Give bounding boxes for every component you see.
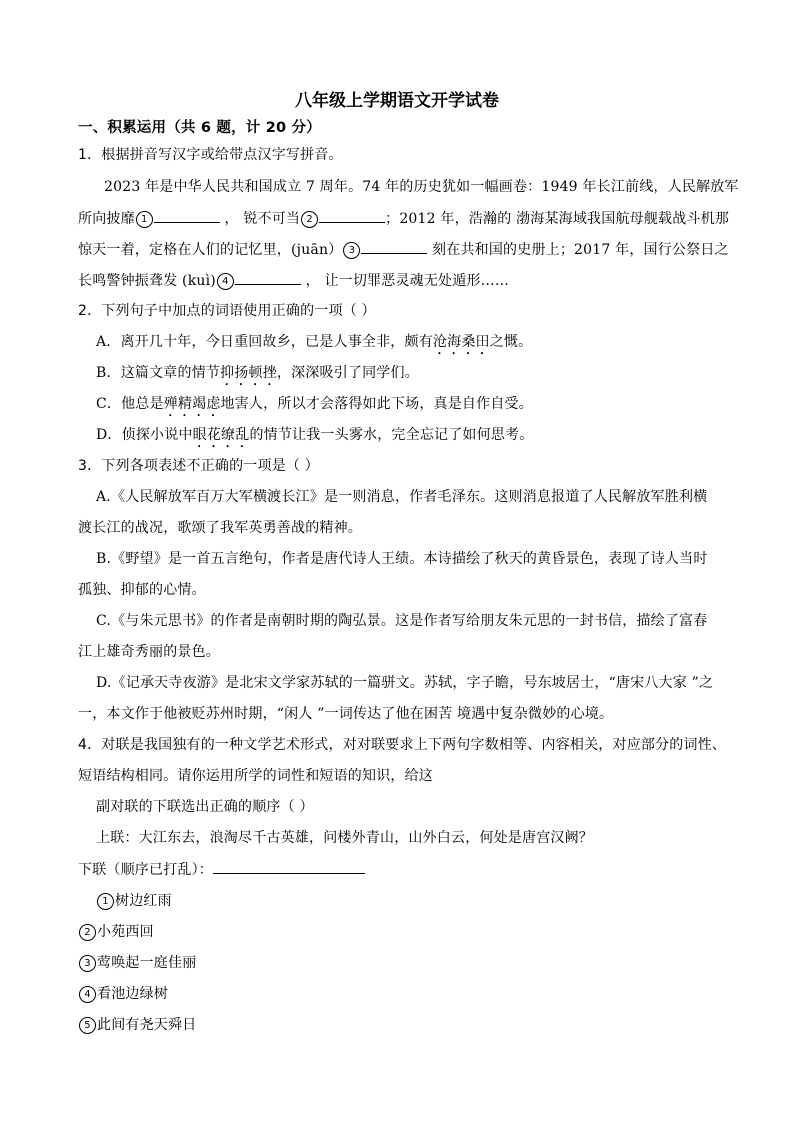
- question-4-stem-line-2: 短语结构相同。请你运用所学的词性和短语的知识，给这: [78, 768, 433, 784]
- couplet-fragment: [96, 891, 172, 911]
- fragment-number: 1: [97, 893, 114, 910]
- blank-number-2: 2: [301, 211, 318, 228]
- question-2-option-a[interactable]: [96, 332, 532, 358]
- fragment-text: 此间有尧天舜日: [97, 1017, 197, 1033]
- fragment-number: 2: [79, 924, 96, 941]
- question-3-option-c-cont: 江上雄奇秀丽的景色。: [78, 644, 220, 660]
- answer-blank-3[interactable]: [361, 239, 427, 254]
- couplet-fragment: [78, 953, 196, 973]
- upper-couplet: 上联：大江东去，浪淘尽千古英雄，问楼外青山，山外白云，何处是唐宫汉阙？: [96, 830, 593, 846]
- question-3-option-b-cont: 孤独、抑郁的心情。: [78, 582, 206, 598]
- option-text: D．侦探小说中: [96, 427, 193, 443]
- section-heading: 一、积累运用（共 6 题，计 20 分）: [78, 120, 321, 136]
- question-1-text: ；2012 年，浩瀚的 渤海某海域我国航母舰载战斗机那: [385, 211, 730, 227]
- question-3-stem: 3．下列各项表述不正确的一项是（ ）: [78, 458, 319, 474]
- option-text: 地害人，所以才会落得如此下场，真是自作自受。: [220, 396, 533, 412]
- fragment-number: 5: [79, 1017, 96, 1034]
- fragment-number: 4: [79, 986, 96, 1003]
- question-3-option-b[interactable]: B.《野望》是一首五言绝句，作者是唐代诗人王绩。本诗描绘了秋天的黄昏景色，表现了诗人当时: [96, 551, 708, 567]
- question-1-text-line-3: [78, 239, 729, 260]
- question-1-text: ， 锐不可当: [219, 211, 301, 227]
- question-1-text: 所向披靡: [78, 211, 135, 227]
- question-2-stem: 2．下列句子中加点的词语使用正确的一项（ ）: [78, 303, 376, 319]
- option-text: 的情节让我一头雾水，完全忘记了如何思考。: [249, 427, 534, 443]
- answer-blank-4[interactable]: [235, 270, 301, 285]
- blank-number-3: 3: [343, 242, 360, 259]
- dotted-word: 殚精竭虑: [163, 396, 221, 412]
- question-2-option-d[interactable]: [96, 425, 533, 451]
- question-1-text: 惊天一着，定格在人们的记忆里，(juān）: [78, 242, 343, 258]
- answer-blank-2[interactable]: [319, 208, 385, 223]
- couplet-fragment: [78, 922, 154, 942]
- fragment-text: 莺唤起一庭佳丽: [97, 955, 197, 971]
- option-text: C．他总是: [96, 396, 164, 412]
- blank-number-1: 1: [136, 211, 153, 228]
- blank-number-4: 4: [217, 273, 234, 290]
- question-3-option-a-cont: 渡长江的战况，歌颂了我军英勇善战的精神。: [78, 520, 362, 536]
- question-2-option-b[interactable]: [96, 363, 419, 389]
- question-1-text-line-1: 2023 年是中华人民共和国成立 7 周年。74 年的历史犹如一幅画卷：1949 年长江前线，人民解放军: [104, 179, 739, 195]
- question-3-option-d-cont: 一，本文作于他被贬苏州时期，“闲人 ”一词传达了他在困苦 境遇中复杂微妙的心境。: [78, 706, 614, 722]
- question-1-stem: 1．根据拼音写汉字或给带点汉字写拼音。: [78, 147, 343, 163]
- lower-couplet-label: 下联（顺序已打乱）：: [78, 862, 213, 878]
- dotted-word: 沧海桑田: [432, 334, 490, 350]
- question-1-text: 刻在共和国的史册上；2017 年，国行公祭日之: [427, 242, 729, 258]
- couplet-fragment: [78, 1015, 196, 1035]
- question-1-text: 长鸣警钟振聋发 (kuì): [78, 273, 216, 289]
- answer-blank-1[interactable]: [154, 208, 220, 223]
- couplet-fragment: [78, 984, 168, 1004]
- option-text: ，深深吸引了同学们。: [276, 365, 419, 381]
- question-3-option-a[interactable]: A.《人民解放军百万大军横渡长江》是一则消息，作者毛泽东。这则消息报道了人民解放军胜利横: [96, 489, 708, 505]
- question-1-text-line-4: [78, 270, 509, 291]
- dotted-word: 眼花缭乱: [192, 427, 250, 443]
- question-4-stem: 4．对联是我国独有的一种文学艺术形式，对对联要求上下两句字数相等、内容相关，对应部分的词性、: [78, 737, 727, 753]
- fragment-number: 3: [79, 955, 96, 972]
- question-1-text: ， 让一切罪恶灵魂无处遁形……: [300, 273, 510, 289]
- question-3-option-c[interactable]: C.《与朱元思书》的作者是南朝时期的陶弘景。这是作者写给朋友朱元思的一封书信，描绘了富春: [96, 613, 708, 629]
- question-4-stem-line-3: 副对联的下联选出正确的顺序（ ）: [96, 799, 314, 815]
- question-2-option-c[interactable]: [96, 394, 533, 420]
- lower-couplet-line: [78, 859, 365, 880]
- fragment-text: 小苑西回: [97, 924, 154, 940]
- option-text: B．这篇文章的情节: [96, 365, 221, 381]
- fragment-text: 看池边绿树: [97, 986, 168, 1002]
- option-text: A．离开几十年，今日重回故乡，已是人事全非，颇有: [96, 334, 433, 350]
- fragment-text: 树边红雨: [115, 893, 172, 909]
- option-text: 之慨。: [489, 334, 533, 350]
- question-3-option-d[interactable]: D.《记承天寺夜游》是北宋文学家苏轼的一篇骈文。苏轼，字子瞻，号东坡居士，“唐宋八大家 ”之: [96, 675, 714, 691]
- question-1-text-line-2: [78, 208, 729, 229]
- dotted-word: 抑扬顿挫: [220, 365, 277, 381]
- page-title: 八年级上学期语文开学试卷: [295, 91, 499, 111]
- answer-blank-order[interactable]: [213, 859, 365, 874]
